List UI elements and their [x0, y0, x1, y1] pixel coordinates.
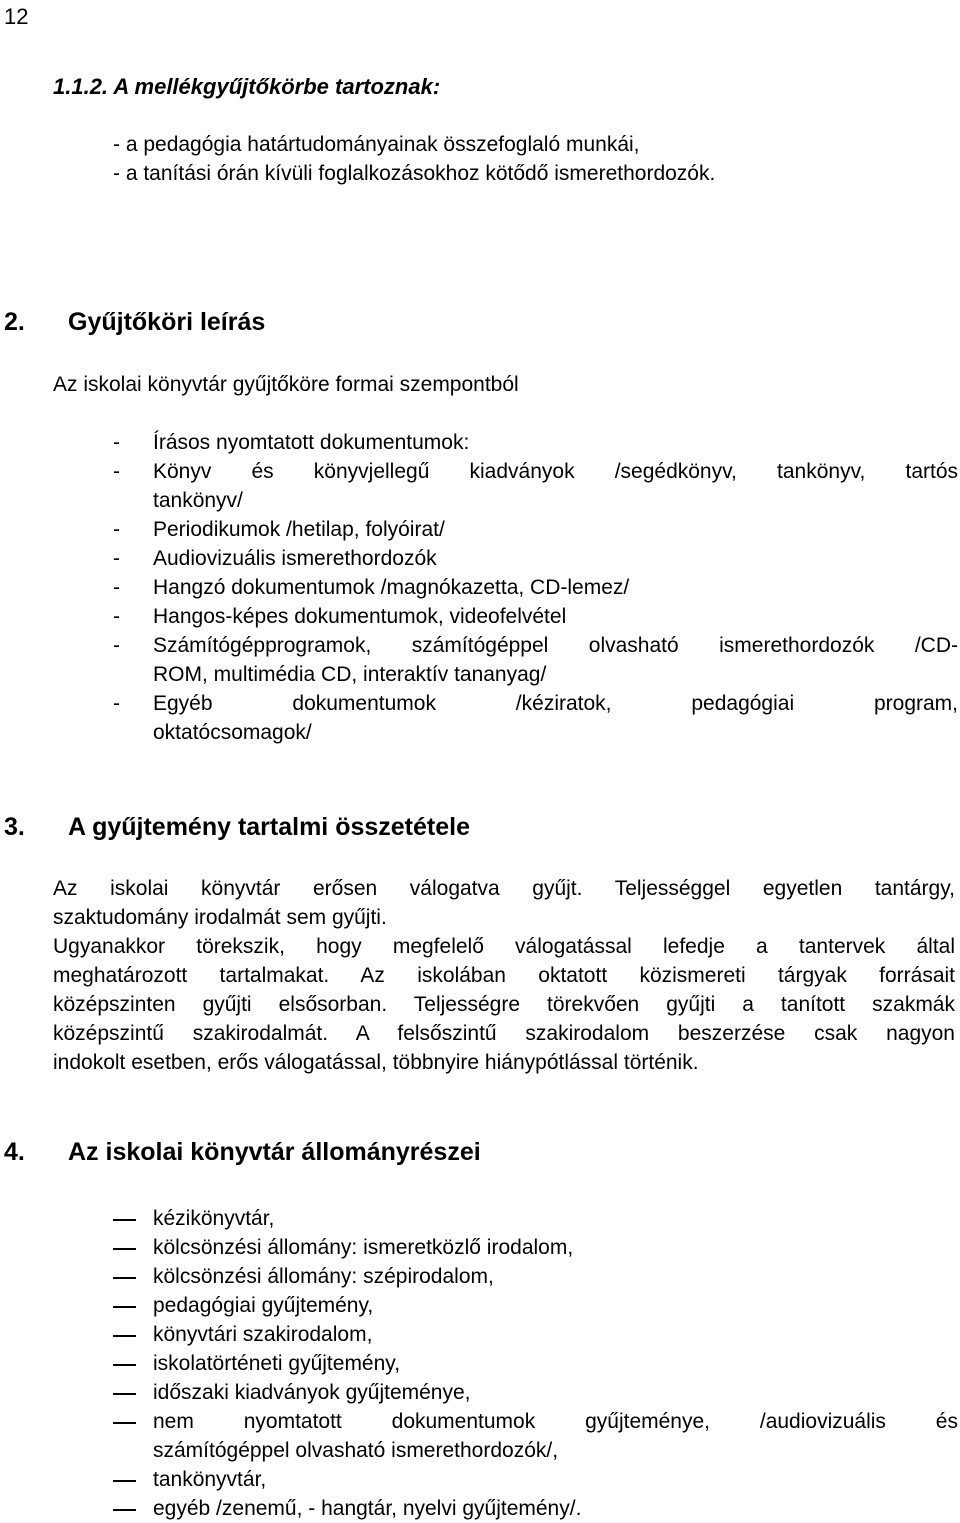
section-2-title: Gyűjtőköri leírás	[68, 308, 266, 336]
list-item: - Számítógépprogramok, számítógéppel olvasható ismerethordozók /CD-	[113, 634, 958, 657]
section-2-number: 2.	[4, 308, 25, 336]
dash-bullet-icon	[113, 1509, 136, 1511]
list-item: - Hangzó dokumentumok /magnókazetta, CD-lemez/	[113, 576, 630, 599]
list-item: kölcsönzési állomány: ismeretközlő irodalom,	[113, 1233, 958, 1262]
list-item-continuation: ROM, multimédia CD, interaktív tananyag/	[153, 663, 547, 686]
section-4-number: 4.	[4, 1138, 25, 1166]
list-item-continuation: oktatócsomagok/	[153, 721, 312, 744]
section-2-intro: Az iskolai könyvtár gyűjtőköre formai szempontból	[53, 373, 519, 396]
list-item: tankönyvtár,	[113, 1465, 958, 1494]
list-item: pedagógiai gyűjtemény,	[113, 1291, 958, 1320]
paragraph-line: indokolt esetben, erős válogatással, többnyire hiánypótlással történik.	[53, 1051, 699, 1074]
dash-bullet-icon	[113, 1480, 136, 1482]
list-item: iskolatörténeti gyűjtemény,	[113, 1349, 958, 1378]
section-3-paragraph	[53, 874, 955, 1077]
dash-bullet-icon	[113, 1248, 136, 1250]
dash-bullet-icon	[113, 1306, 136, 1308]
list-item: könyvtári szakirodalom,	[113, 1320, 958, 1349]
section-3-number: 3.	[4, 813, 25, 841]
paragraph-line: szaktudomány irodalmát sem gyűjti.	[53, 906, 387, 929]
paragraph-line: Ugyanakkor törekszik, hogy megfelelő válogatással lefedje a tantervek által	[53, 935, 955, 958]
list-item: - Periodikumok /hetilap, folyóirat/	[113, 518, 445, 541]
dash-bullet-icon	[113, 1393, 136, 1395]
list-item-continuation: számítógéppel olvasható ismerethordozók/,	[153, 1439, 559, 1462]
list-item: időszaki kiadványok gyűjteménye,	[113, 1378, 958, 1407]
list-item: - Egyéb dokumentumok /kéziratok, pedagógiai program,	[113, 692, 958, 715]
paragraph-line: középszinten gyűjti elsősorban. Teljességre törekvően gyűjti a tanított szakmák	[53, 993, 955, 1016]
list-item-continuation: tankönyv/	[153, 489, 243, 512]
paragraph-line: meghatározott tartalmakat. Az iskolában oktatott közismereti tárgyak forrásait	[53, 964, 955, 987]
list-item: - Írásos nyomtatott dokumentumok:	[113, 431, 470, 454]
list-item: kézikönyvtár,	[113, 1204, 958, 1233]
paragraph-line: középszintű szakirodalmát. A felsőszintű szakirodalom beszerzése csak nagyon	[53, 1022, 955, 1045]
section-1-1-2-heading: 1.1.2. A mellékgyűjtőkörbe tartoznak:	[53, 74, 441, 99]
list-item: - Könyv és könyvjellegű kiadványok /segédkönyv, tankönyv, tartós	[113, 460, 958, 483]
list-item: - Audiovizuális ismerethordozók	[113, 547, 437, 570]
list-item: kölcsönzési állomány: szépirodalom,	[113, 1262, 958, 1291]
dash-bullet-icon	[113, 1335, 136, 1337]
list-item: nem nyomtatott dokumentumok gyűjteménye, /audiovizuális és	[113, 1407, 958, 1436]
dash-bullet-icon	[113, 1422, 136, 1424]
section-1-1-2-item-1: - a pedagógia határtudományainak összefoglaló munkái,	[113, 133, 640, 156]
list-item: - Hangos-képes dokumentumok, videofelvétel	[113, 605, 567, 628]
dash-bullet-icon	[113, 1277, 136, 1279]
section-3-title: A gyűjtemény tartalmi összetétele	[68, 813, 470, 841]
section-4-title: Az iskolai könyvtár állományrészei	[68, 1138, 481, 1166]
dash-bullet-icon	[113, 1219, 136, 1221]
list-item: egyéb /zenemű, - hangtár, nyelvi gyűjtemény/.	[113, 1494, 958, 1523]
dash-bullet-icon	[113, 1364, 136, 1366]
section-1-1-2-item-2: - a tanítási órán kívüli foglalkozásokhoz kötődő ismerethordozók.	[113, 162, 716, 185]
paragraph-line: Az iskolai könyvtár erősen válogatva gyűjt. Teljességgel egyetlen tantárgy,	[53, 877, 955, 900]
page-number: 12	[4, 4, 29, 29]
